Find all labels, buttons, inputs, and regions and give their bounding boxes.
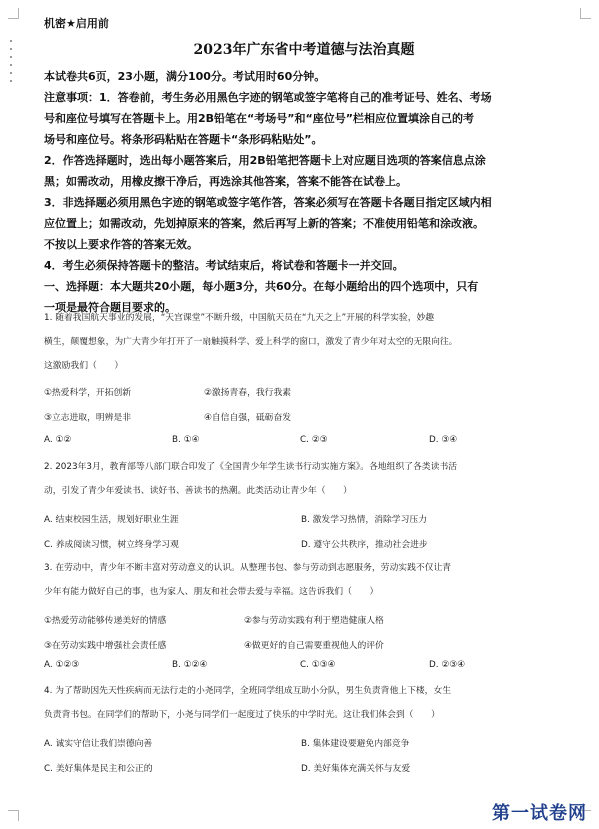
question-3-stem: 3. 在劳动中，青少年不断丰富对劳动意义的认识。从整理书包、参与劳动到志愿服务，劳动实践不仅让青 少年有能力做好自己的事，也为家人、朋友和社会带去爱与幸福。这告诉我们（ ） [44,563,452,597]
crop-mark-top-right [580,8,591,19]
crop-mark-top-left [8,8,19,19]
choice-c[interactable]: C. 养成阅读习惯，树立终身学习观 [44,540,179,550]
choice-d[interactable]: D. ②③④ [429,660,466,670]
notice-line: 2．作答选择题时，选出每小题答案后，用2B铅笔把答题卡上对应题目选项的答案信息点涂 [44,154,486,167]
confidential-label: 机密★启用前 [44,17,109,30]
binding-dots [10,40,13,88]
choice-c[interactable]: C. 美好集体是民主和公正的 [44,764,153,774]
choice-a[interactable]: A. ①② [44,435,72,445]
choice-a[interactable]: A. ①②③ [44,660,80,670]
page-title: 2023年广东省中考道德与法治真题 [193,42,415,58]
notice-line: 不按以上要求作答的答案无效。 [44,238,198,251]
choice-c[interactable]: C. ②③ [300,435,328,445]
choice-d[interactable]: D. 美好集体充满关怀与友爱 [301,764,411,774]
choice-a[interactable]: A. 结束校园生活，规划好职业生涯 [44,515,179,525]
section-heading: 一项是最符合题目要求的。 [44,301,176,314]
choice-a[interactable]: A. 诚实守信让我们崇德向善 [44,739,153,749]
choice-b[interactable]: B. ①②④ [172,660,208,670]
notice-line: 场号和座位号。将条形码粘贴在答题卡“条形码粘贴处”。 [44,133,323,146]
choice-b[interactable]: B. 激发学习热情，消除学习压力 [301,515,427,525]
exam-info: 本试卷共6页，23小题，满分100分。考试用时60分钟。 [44,70,326,83]
section-heading: 一、选择题：本大题共20小题，每小题3分，共60分。在每小题给出的四个选项中，只有 [44,280,479,293]
choice-d[interactable]: D. ③④ [429,435,458,445]
question-1-stem: 1. 随着我国航天事业的发展，“天宫课堂”不断升级，中国航天员在“九天之上”开展的科学实验，妙趣 横生，颠覆想象，为广大青少年打开了一扇触摸科学、爱上科学的窗口，激发了青少年对太空的无限向往。 这激励我们（ ） [44,313,458,371]
choice-d[interactable]: D. 遵守公共秩序，推动社会进步 [301,540,428,550]
question-4-stem: 4. 为了帮助因先天性疾病而无法行走的小尧同学，全班同学组成互助小分队，男生负责背他上下楼，女生 负责背书包。在同学们的帮助下，小尧与同学们一起度过了快乐的中学时光。这让我们体会到（ ） [44,686,452,720]
notice-line: 应位置上；如需改动，先划掉原来的答案，然后再写上新的答案；不准使用铅笔和涂改液。 [44,217,484,230]
notice-line: 4．考生必须保持答题卡的整洁。考试结束后，将试卷和答题卡一并交回。 [44,259,404,272]
choice-b[interactable]: B. 集体建设要避免内部竞争 [301,739,410,749]
notice-line: 3．非选择题必须用黑色字迹的钢笔或签字笔作答，答案必须写在答题卡各题目指定区域内相 [44,196,492,209]
crop-mark-bottom-left [8,810,19,821]
notice-line: 号和座位号填写在答题卡上。用2B铅笔在“考场号”和“座位号”栏相应位置填涂自己的考 [44,112,474,125]
choice-c[interactable]: C. ①③④ [300,660,336,670]
exam-instructions [44,66,562,318]
site-watermark: 第一试卷网 [492,803,587,824]
notice-line: 黑；如需改动，用橡皮擦干净后，再选涂其他答案，答案不能答在试卷上。 [44,175,407,188]
choice-b[interactable]: B. ①④ [172,435,200,445]
notice-line: 注意事项：1．答卷前，考生务必用黑色字迹的钢笔或签字笔将自己的准考证号、姓名、考场 [44,91,492,104]
question-2-stem: 2. 2023年3月，教育部等八部门联合印发了《全国青少年学生读书行动实施方案》。各地组织了各类读书活 动，引发了青少年爱读书、读好书、善读书的热潮。此类活动让青少年（ ） [44,462,458,496]
